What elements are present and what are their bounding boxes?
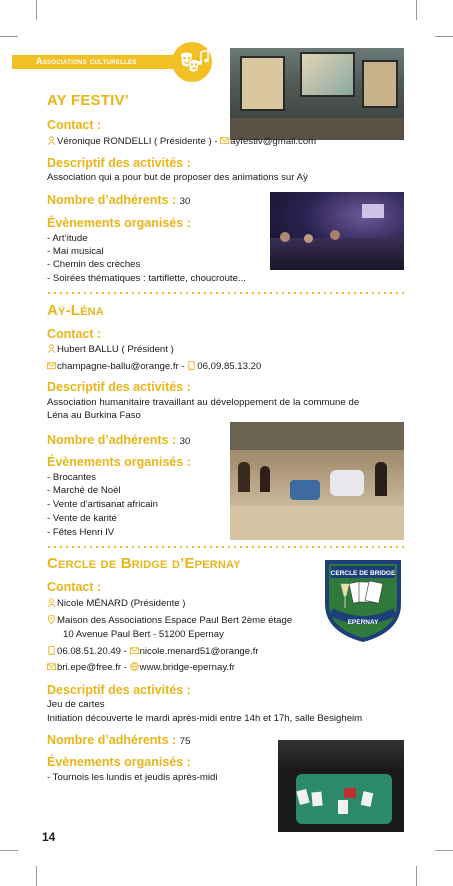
aylena-desc-text: Association humanitaire travaillant au développement de la commune de [47, 397, 360, 408]
crop-mark [435, 36, 453, 37]
aylena-photo-village [230, 422, 404, 540]
ayfestiv-email[interactable]: ayfestiv@gmail.com [230, 136, 317, 147]
bridge-members-label: Nombre d’adhérents : [47, 733, 177, 747]
bridge-email[interactable]: nicole.menard51@orange.fr [139, 646, 259, 657]
crop-mark [0, 36, 18, 37]
map-pin-icon [47, 615, 56, 624]
bridge-desc-text: Initiation découverte le mardi après-midi entre 14h et 17h, salle Besigheim [47, 713, 363, 724]
aylena-event: - Fêtes Henri IV [47, 527, 115, 538]
bridge-club-crest [323, 558, 403, 642]
aylena-event: - Marché de Noël [47, 485, 121, 496]
person-icon [47, 598, 56, 607]
crop-mark [416, 0, 417, 20]
bridge-address-line [47, 615, 292, 627]
ayfestiv-event: - Chemin des crèches [47, 259, 141, 270]
ayfestiv-members-heading [47, 193, 190, 208]
aylena-event: - Vente de karité [47, 513, 117, 524]
ayfestiv-members-count: 30 [179, 196, 191, 207]
bridge-club-logo [323, 558, 403, 642]
ayfestiv-event: - Art’itude [47, 233, 88, 244]
globe-icon [130, 662, 139, 671]
aylena-members-count: 30 [179, 436, 191, 447]
ayfestiv-events-heading: Évènements organisés : [47, 216, 191, 230]
aylena-contact-line [47, 344, 174, 356]
bridge-members-heading [47, 733, 190, 748]
bridge-members-count: 75 [179, 736, 191, 747]
crop-mark [36, 0, 37, 20]
bridge-phone-line [47, 646, 259, 658]
aylena-contact-name: Hubert BALLU ( Président ) [57, 344, 174, 355]
aylena-events-heading: Évènements organisés : [47, 455, 191, 469]
section-title: Associations culturelles [36, 56, 137, 66]
bridge-title: Cercle de Bridge d’Epernay [47, 555, 241, 572]
aylena-event: - Vente d’artisanat africain [47, 499, 158, 510]
ayfestiv-members-label: Nombre d’adhérents : [47, 193, 177, 207]
aylena-contact-heading: Contact : [47, 327, 102, 341]
mail-icon [130, 646, 139, 655]
phone-icon [187, 361, 196, 370]
section-divider [46, 546, 404, 548]
bridge-event: - Tournois les lundis et jeudis après-midi [47, 772, 218, 783]
aylena-event: - Brocantes [47, 472, 97, 483]
bridge-email-2[interactable]: bri.epe@free.fr - [57, 662, 127, 673]
aylena-desc-text: Léna au Burkina Faso [47, 410, 141, 421]
aylena-phone[interactable]: 06.09.85.13.20 [197, 361, 262, 372]
ayfestiv-contact-name: Véronique RONDELLI ( Présidente ) - [57, 136, 218, 147]
mail-icon [220, 136, 229, 145]
aylena-members-heading [47, 433, 190, 448]
bridge-events-heading: Évènements organisés : [47, 755, 191, 769]
music-note-icon [197, 50, 209, 66]
mail-icon [47, 361, 56, 370]
aylena-members-label: Nombre d’adhérents : [47, 433, 177, 447]
ayfestiv-photo-exhibition [230, 48, 404, 140]
logo-top-text: CERCLE DE BRIDGE [330, 570, 396, 577]
aylena-contact-details [47, 361, 261, 373]
bridge-desc-text: Jeu de cartes [47, 699, 105, 710]
ayfestiv-desc-heading: Descriptif des activités : [47, 156, 191, 170]
bridge-address: Maison des Associations Espace Paul Bert 2ème étage [57, 615, 293, 626]
section-divider [46, 292, 404, 294]
aylena-desc-heading: Descriptif des activités : [47, 380, 191, 394]
logo-bottom-text: EPERNAY [347, 619, 379, 626]
ayfestiv-event: - Mai musical [47, 246, 104, 257]
bridge-contact-line [47, 598, 186, 610]
aylena-email[interactable]: champagne-ballu@orange.fr [57, 361, 179, 372]
ayfestiv-photo-party [270, 192, 404, 270]
aylena-title: Aÿ-Léna [47, 302, 104, 319]
phone-icon [47, 646, 56, 655]
ayfestiv-title: AY FESTIV’ [47, 92, 130, 109]
ayfestiv-contact-line [47, 136, 316, 148]
crop-mark [0, 850, 18, 851]
bridge-phone[interactable]: 06.08.51.20.49 - [57, 646, 127, 657]
bridge-web-line [47, 662, 235, 674]
page-number: 14 [42, 830, 56, 844]
person-icon [47, 136, 56, 145]
bridge-photo-card-game [278, 740, 404, 832]
bridge-website[interactable]: www.bridge-epernay.fr [139, 662, 235, 673]
bridge-address-line-2: 10 Avenue Paul Bert - 51200 Epernay [63, 629, 224, 640]
crop-mark [36, 866, 37, 886]
crop-mark [435, 850, 453, 851]
crop-mark [416, 866, 417, 886]
ayfestiv-event: - Soirées thématiques : tartiflette, choucroute... [47, 273, 246, 284]
ayfestiv-desc-text: Association qui a pour but de proposer des animations sur Aÿ [47, 172, 308, 183]
mail-icon [47, 662, 56, 671]
bridge-contact-name: Nicole MÉNARD (Présidente ) [57, 598, 186, 609]
bridge-contact-heading: Contact : [47, 580, 102, 594]
bridge-desc-heading: Descriptif des activités : [47, 683, 191, 697]
separator: - [181, 361, 185, 372]
ayfestiv-contact-heading: Contact : [47, 118, 102, 132]
person-icon [47, 344, 56, 353]
section-header-badge [172, 42, 212, 82]
